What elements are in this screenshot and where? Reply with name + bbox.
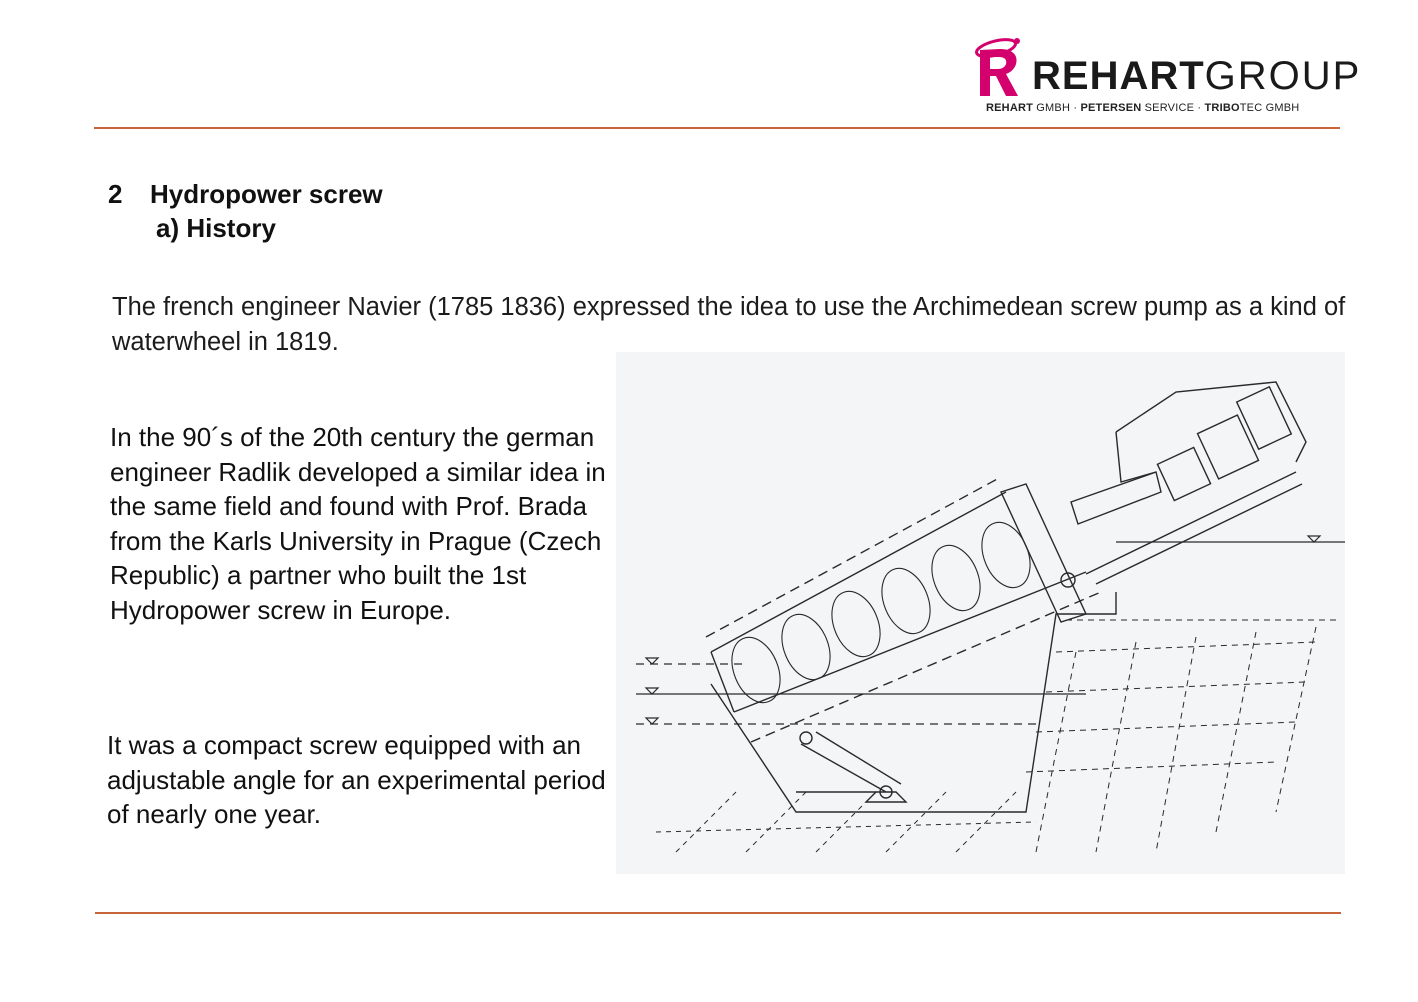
logo-name-light: GROUP: [1204, 54, 1362, 98]
water-level-lines: [636, 536, 1345, 724]
section-title: Hydropower screw: [150, 179, 383, 209]
screw-drawing-svg: [616, 352, 1345, 874]
logo-sub-part: TRIBO: [1204, 102, 1240, 114]
logo-sub-part: REHART: [986, 102, 1034, 114]
section-heading: [108, 176, 383, 212]
rehart-r-logo-icon: [972, 36, 1024, 98]
generator-unit: [1116, 382, 1306, 501]
hydropower-screw-drawing: [616, 352, 1345, 874]
adjustable-support: [796, 732, 906, 802]
screw-flights: [723, 515, 1039, 710]
logo-sub-part: SERVICE ·: [1141, 102, 1205, 114]
header-divider: [94, 127, 1340, 129]
logo-sub-part: GMBH ·: [1033, 102, 1081, 114]
footer-divider: [95, 912, 1341, 914]
compact-screw-paragraph: It was a compact screw equipped with an adjustable angle for an experimental period of nearly one year.: [107, 730, 606, 830]
intro-paragraph: The french engineer Navier (1785 1836) expressed the idea to use the Archimedean screw pump as a kind of waterwheel in 1819.: [112, 293, 1346, 356]
section-subtitle: a) History: [156, 213, 276, 243]
logo-name-bold: REHART: [1032, 54, 1205, 98]
ground-hatching: [1026, 620, 1336, 852]
logo-wordmark: [1032, 54, 1361, 98]
section-number: 2: [108, 179, 123, 209]
concrete-foundation: [711, 592, 1116, 812]
logo-sub-part: TEC GMBH: [1239, 102, 1300, 114]
rehart-group-logo: [970, 36, 1362, 120]
logo-subtitle: [986, 102, 1299, 114]
logo-sub-part: PETERSEN: [1080, 102, 1142, 114]
radlik-paragraph: In the 90´s of the 20th century the german engineer Radlik developed a similar idea in the same field and found with Prof. Brada from the Karls University in Prague (Czech Republic) a partner who built the 1st Hydropower screw in Europe.: [110, 422, 606, 625]
